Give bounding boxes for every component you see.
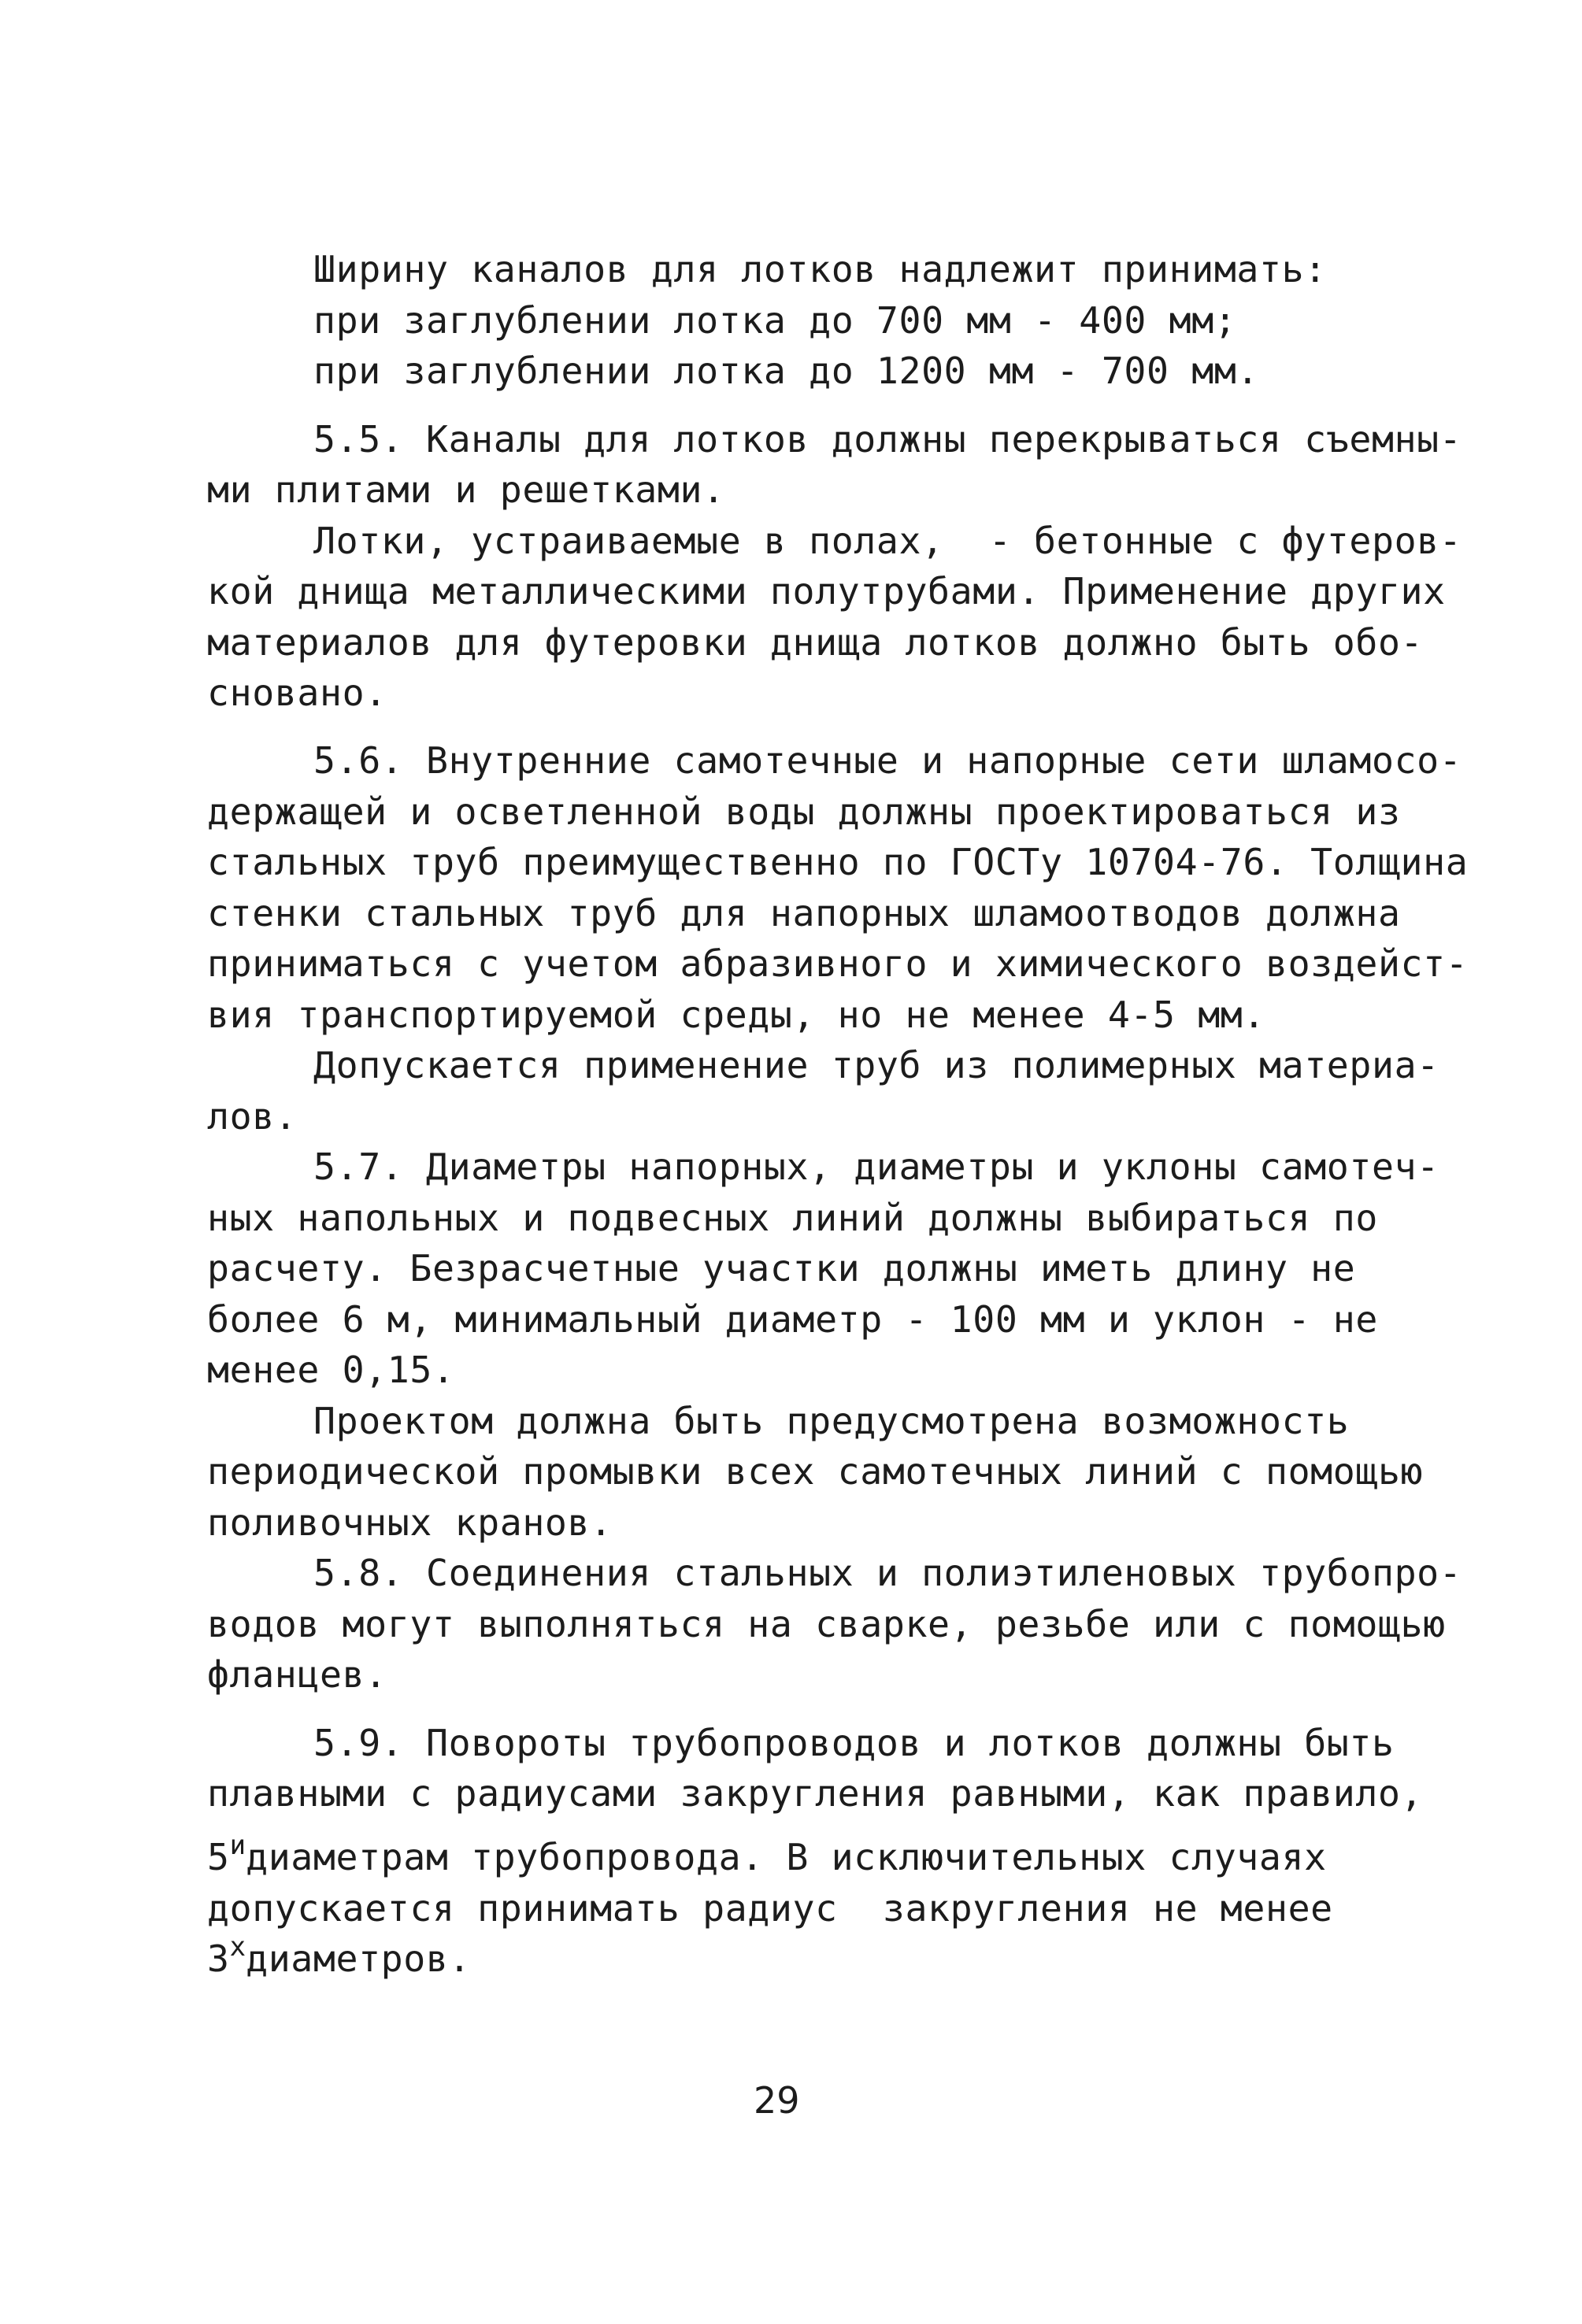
line-text: диаметров. [246, 1937, 472, 1980]
text-line: кой днища металлическими полутрубами. Применение других [207, 570, 1446, 612]
line-text: диаметрам трубопровода. В исключительных случаях [246, 1836, 1327, 1878]
text-line: Лотки, устраиваемые в полах, - бетонные с футеров- [313, 520, 1462, 562]
text-line: менее 0,15. [207, 1349, 455, 1391]
text-line: сновано. [207, 672, 387, 714]
text-line: при заглублении лотка до 1200 мм - 700 мм. [313, 350, 1260, 392]
text-line: 5.5. Каналы для лотков должны перекрываться съемны- [313, 418, 1462, 461]
text-line: периодической промывки всех самотечных линий с помощью [207, 1450, 1424, 1493]
text-line: допускается принимать радиус закругления не менее [207, 1887, 1333, 1930]
line-number: 5 [207, 1836, 230, 1878]
text-line: при заглублении лотка до 700 мм - 400 мм; [313, 299, 1237, 342]
page-number: 29 [754, 2079, 800, 2122]
text-line: 5.8. Соединения стальных и полиэтиленовых трубопро- [313, 1552, 1462, 1594]
text-line: стенки стальных труб для напорных шламоотводов должна [207, 892, 1401, 934]
text-line: Проектом должна быть предусмотрена возможность [313, 1400, 1350, 1442]
text-line: материалов для футеровки днища лотков должно быть обо- [207, 621, 1424, 664]
text-line: более 6 м, минимальный диаметр - 100 мм и уклон - не [207, 1298, 1378, 1341]
text-line: 5.9. Повороты трубопроводов и лотков должны быть [313, 1722, 1395, 1764]
superscript: и [229, 1830, 246, 1861]
text-line: приниматься с учетом абразивного и химического воздейст- [207, 942, 1469, 985]
text-line-with-superscript [207, 1830, 1327, 1883]
text-line: поливочных кранов. [207, 1501, 613, 1544]
text-line: фланцев. [207, 1653, 387, 1696]
text-line: вия транспортируемой среды, но не менее 4-5 мм. [207, 994, 1265, 1036]
text-line: лов. [207, 1095, 298, 1138]
text-line: держащей и осветленной воды должны проектироваться из [207, 790, 1401, 833]
text-line: водов могут выполняться на сварке, резьбе или с помощью [207, 1603, 1446, 1645]
text-line: Ширину каналов для лотков надлежит принимать: [313, 248, 1327, 290]
line-number: 3 [207, 1937, 230, 1980]
text-line: стальных труб преимущественно по ГОСТу 10704-76. Толщина [207, 841, 1469, 883]
text-line: ных напольных и подвесных линий должны выбираться по [207, 1197, 1378, 1239]
text-line: плавными с радиусами закругления равными, как правило, [207, 1772, 1424, 1815]
text-line: расчету. Безрасчетные участки должны иметь длину не [207, 1247, 1356, 1290]
text-line: ми плитами и решетками. [207, 468, 725, 511]
text-line: 5.7. Диаметры напорных, диаметры и уклоны самотеч- [313, 1145, 1439, 1188]
text-line: Допускается применение труб из полимерных материа- [313, 1044, 1439, 1086]
text-line-with-superscript [207, 1931, 472, 1985]
text-line: 5.6. Внутренние самотечные и напорные сети шламосо- [313, 739, 1462, 782]
superscript: х [229, 1931, 246, 1963]
